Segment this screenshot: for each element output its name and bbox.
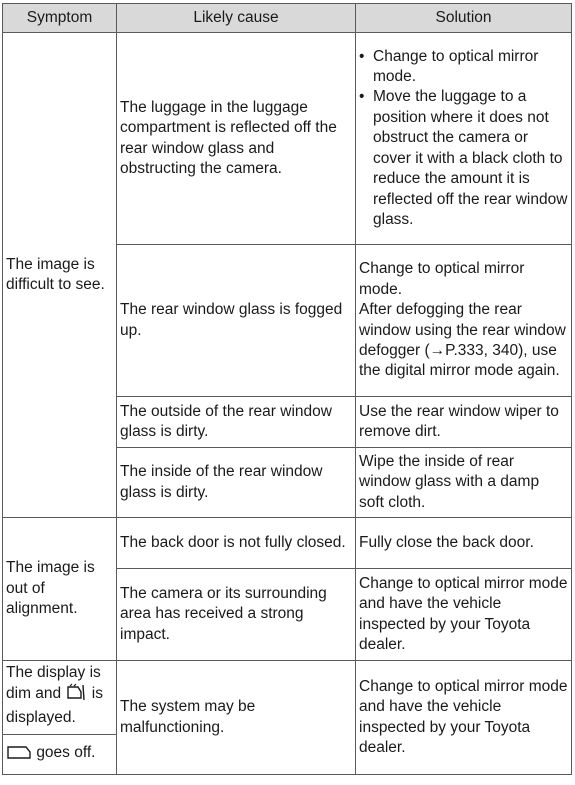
symptom-difficult-to-see: The image is difficult to see.	[3, 33, 117, 518]
bullet-text: Change to optical mirror mode.	[373, 47, 539, 86]
list-item	[359, 87, 568, 230]
table-row	[3, 33, 572, 245]
troubleshooting-table	[2, 3, 572, 775]
symptom-goes-off-block	[3, 735, 116, 770]
solution-bullet-list	[359, 47, 568, 231]
cause-luggage: The luggage in the luggage compartment is reflected off the rear window glass and obstructing the camera.	[117, 33, 356, 245]
solution-line: After defogging the rear window using the rear window defogger (→P.333, 340), use the digital mirror mode again.	[359, 301, 566, 380]
solution-inside-dirty: Wipe the inside of rear window glass with a damp soft cloth.	[356, 448, 572, 518]
solution-malfunction: Change to optical mirror mode and have the vehicle inspected by your Toyota dealer.	[356, 661, 572, 775]
solution-luggage	[356, 33, 572, 245]
bullet-text: Move the luggage to a position where it does not obstruct the camera or cover it with a black cloth to reduce the amount it is reflected off the rear window glass.	[373, 88, 568, 228]
camera-warning-icon	[65, 683, 87, 707]
table-row	[3, 661, 572, 775]
symptom-display-dim	[3, 661, 117, 775]
symptom-dim-text-suffix: is displayed.	[6, 685, 103, 726]
header-row	[3, 4, 572, 33]
list-item	[359, 47, 568, 88]
cause-malfunction: The system may be malfunctioning.	[117, 661, 356, 775]
header-likely-cause: Likely cause	[117, 4, 356, 33]
display-off-icon	[6, 744, 32, 766]
cause-inside-dirty: The inside of the rear window glass is dirty.	[117, 448, 356, 518]
solution-back-door: Fully close the back door.	[356, 518, 572, 569]
solution-impact: Change to optical mirror mode and have the vehicle inspected by your Toyota dealer.	[356, 569, 572, 661]
bullet-mark: •	[359, 88, 365, 106]
symptom-dim-text: The display is dim and	[6, 664, 101, 703]
header-symptom: Symptom	[3, 4, 117, 33]
symptom-out-of-alignment: The image is out of alignment.	[3, 518, 117, 661]
cause-outside-dirty: The outside of the rear window glass is dirty.	[117, 397, 356, 448]
symptom-dim-block	[3, 661, 116, 735]
cause-back-door: The back door is not fully closed.	[117, 518, 356, 569]
cause-fogged: The rear window glass is fogged up.	[117, 245, 356, 397]
cause-impact: The camera or its surrounding area has received a strong impact.	[117, 569, 356, 661]
bullet-mark: •	[359, 47, 365, 65]
header-solution: Solution	[356, 4, 572, 33]
table-row	[3, 518, 572, 569]
solution-fogged	[356, 245, 572, 397]
symptom-goes-off-text: goes off.	[36, 744, 96, 762]
solution-line: Change to optical mirror mode.	[359, 260, 525, 298]
solution-outside-dirty: Use the rear window wiper to remove dirt.	[356, 397, 572, 448]
